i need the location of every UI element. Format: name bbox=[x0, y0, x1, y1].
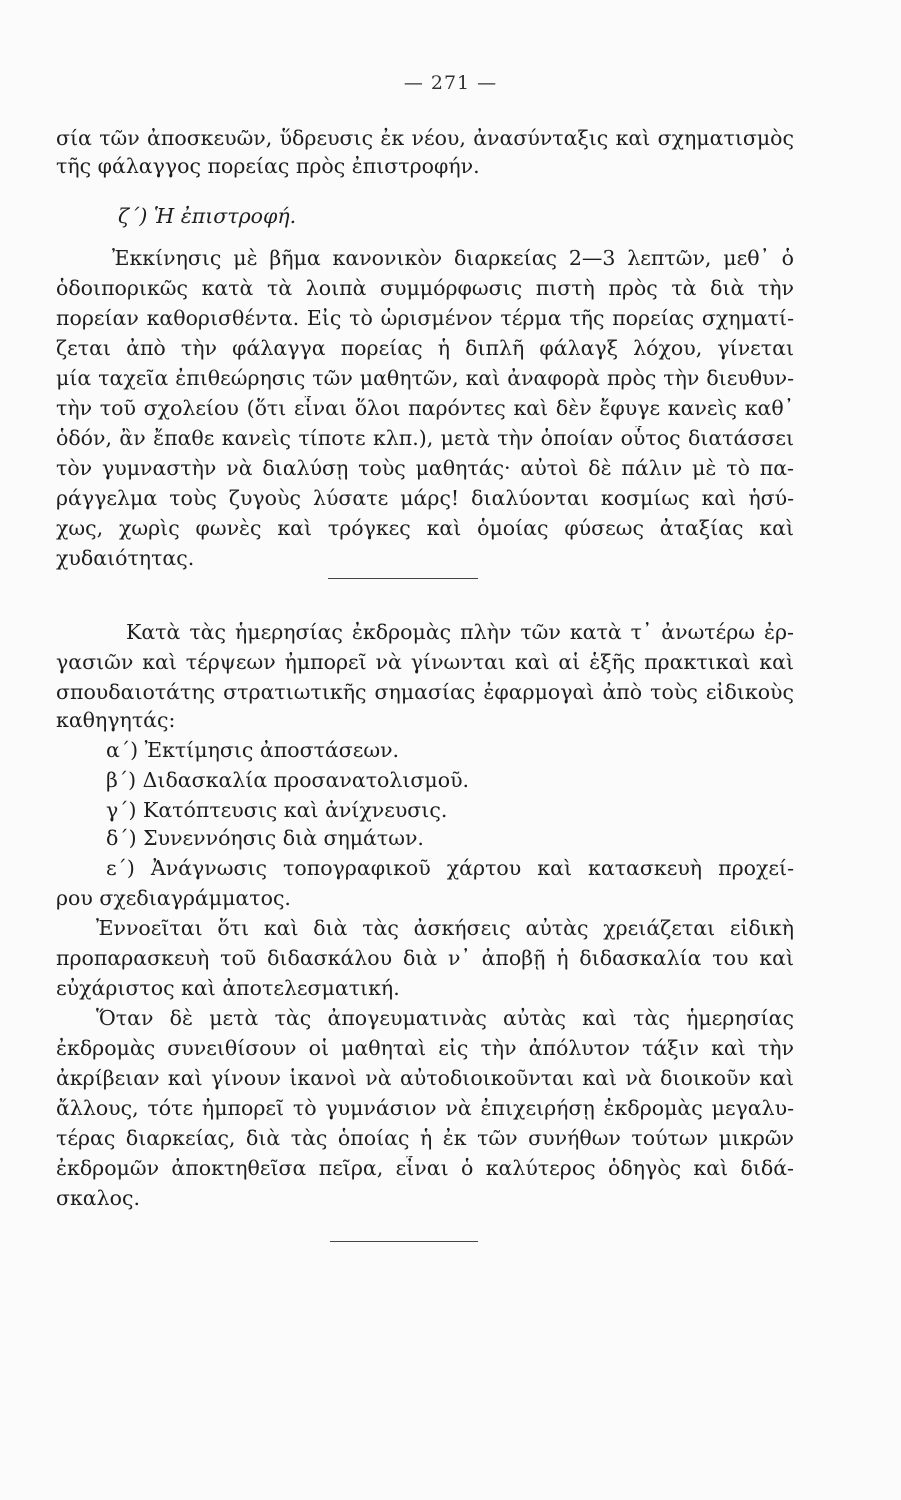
text-line: πορείαν καθορισθέντα. Εἰς τὸ ὡρισμένον τέρμα τῆς πορείας σχηματί- bbox=[56, 306, 794, 330]
text-line: τῆς φάλαγγος πορείας πρὸς ἐπιστροφήν. bbox=[56, 154, 480, 178]
text-line: χως, χωρὶς φωνὲς καὶ τρόγκες καὶ ὁμοίας φύσεως ἀταξίας καὶ bbox=[56, 516, 794, 540]
text-line: μία ταχεῖα ἐπιθεώρησις τῶν μαθητῶν, καὶ ἀναφορὰ πρὸς τὴν διευθυν- bbox=[56, 366, 794, 390]
text-line: σπουδαιοτάτης στρατιωτικῆς σημασίας ἐφαρμογαὶ ἀπὸ τοὺς εἰδικοὺς bbox=[56, 680, 794, 704]
text-line: ὁδοιπορικῶς κατὰ τὰ λοιπὰ συμμόρφωσις πιστὴ πρὸς τὰ διὰ τὴν bbox=[56, 276, 794, 300]
text-line: ἐκδρομὰς συνειθίσουν οἱ μαθηταὶ εἰς τὴν ἀπόλυτον τάξιν καὶ τὴν bbox=[56, 1036, 794, 1060]
text-line: σκαλος. bbox=[56, 1186, 140, 1210]
text-line: ὁδόν, ἂν ἔπαθε κανεὶς τίποτε κλπ.), μετὰ τὴν ὁποίαν οὗτος διατάσσει bbox=[56, 426, 794, 450]
text-line: προπαρασκευὴ τοῦ διδασκάλου διὰ ν᾽ ἀποβῇ ἡ διδασκαλία του καὶ bbox=[56, 946, 794, 970]
text-line: ἐκδρομῶν ἀποκτηθεῖσα πεῖρα, εἶναι ὁ καλύτερος ὁδηγὸς καὶ διδά- bbox=[56, 1156, 794, 1180]
list-item: ε΄) Ἀνάγνωσις τοπογραφικοῦ χάρτου καὶ κατασκευὴ προχεί- bbox=[106, 856, 794, 880]
text-line: ἄλλους, τότε ἠμπορεῖ τὸ γυμνάσιον νὰ ἐπιχειρήσῃ ἐκδρομὰς μεγαλυ- bbox=[56, 1096, 794, 1120]
section-heading: ζ΄) Ἡ ἐπιστροφή. bbox=[118, 204, 297, 228]
text-line: σία τῶν ἀποσκευῶν, ὕδρευσις ἐκ νέου, ἀνασύνταξις καὶ σχηματισμὸς bbox=[56, 126, 794, 150]
text-line: τὴν τοῦ σχολείου (ὅτι εἶναι ὅλοι παρόντες καὶ δὲν ἔφυγε κανεὶς καθ᾽ bbox=[56, 396, 794, 420]
text-line: εὐχάριστος καὶ ἀποτελεσματική. bbox=[56, 976, 400, 1000]
text-line: γασιῶν καὶ τέρψεων ἠμπορεῖ νὰ γίνωνται καὶ αἱ ἑξῆς πρακτικαὶ καὶ bbox=[56, 650, 794, 674]
list-item: δ΄) Συνεννόησις διὰ σημάτων. bbox=[106, 826, 424, 850]
text-line: ἀκρίβειαν καὶ γίνουν ἱκανοὶ νὰ αὐτοδιοικοῦνται καὶ νὰ διοικοῦν καὶ bbox=[56, 1066, 794, 1090]
end-divider bbox=[330, 1241, 478, 1242]
page-number: — 271 — bbox=[403, 72, 498, 94]
text-line: Κατὰ τὰς ἡμερησίας ἐκδρομὰς πλὴν τῶν κατὰ τ᾽ ἀνωτέρω ἐρ- bbox=[126, 620, 794, 644]
text-line: Ὅταν δὲ μετὰ τὰς ἀπογευματινὰς αὐτὰς καὶ τὰς ἡμερησίας bbox=[96, 1006, 794, 1030]
text-line: χυδαιότητας. bbox=[56, 546, 195, 570]
text-line: τέρας διαρκείας, διὰ τὰς ὁποίας ἡ ἐκ τῶν συνήθων τούτων μικρῶν bbox=[56, 1126, 794, 1150]
section-divider bbox=[328, 578, 478, 579]
text-line: ζεται ἀπὸ τὴν φάλαγγα πορείας ἡ διπλῆ φάλαγξ λόχου, γίνεται bbox=[56, 336, 794, 360]
text-line: τὸν γυμναστὴν νὰ διαλύσῃ τοὺς μαθητάς· αὐτοὶ δὲ πάλιν μὲ τὸ πα- bbox=[56, 456, 794, 480]
text-line: ράγγελμα τοὺς ζυγοὺς λύσατε μάρς! διαλύονται κοσμίως καὶ ἡσύ- bbox=[56, 486, 794, 510]
text-line: Ἐννοεῖται ὅτι καὶ διὰ τὰς ἀσκήσεις αὐτὰς χρειάζεται εἰδικὴ bbox=[96, 916, 794, 940]
text-line: Ἐκκίνησις μὲ βῆμα κανονικὸν διαρκείας 2—3 λεπτῶν, μεθ᾽ ὁ bbox=[112, 246, 794, 270]
text-line: ρου σχεδιαγράμματος. bbox=[56, 886, 291, 910]
list-item: α΄) Ἐκτίμησις ἀποστάσεων. bbox=[106, 738, 400, 762]
list-item: γ΄) Κατόπτευσις καὶ ἀνίχνευσις. bbox=[106, 798, 448, 822]
list-item: β΄) Διδασκαλία προσανατολισμοῦ. bbox=[106, 768, 470, 792]
text-line: καθηγητάς: bbox=[56, 708, 176, 732]
